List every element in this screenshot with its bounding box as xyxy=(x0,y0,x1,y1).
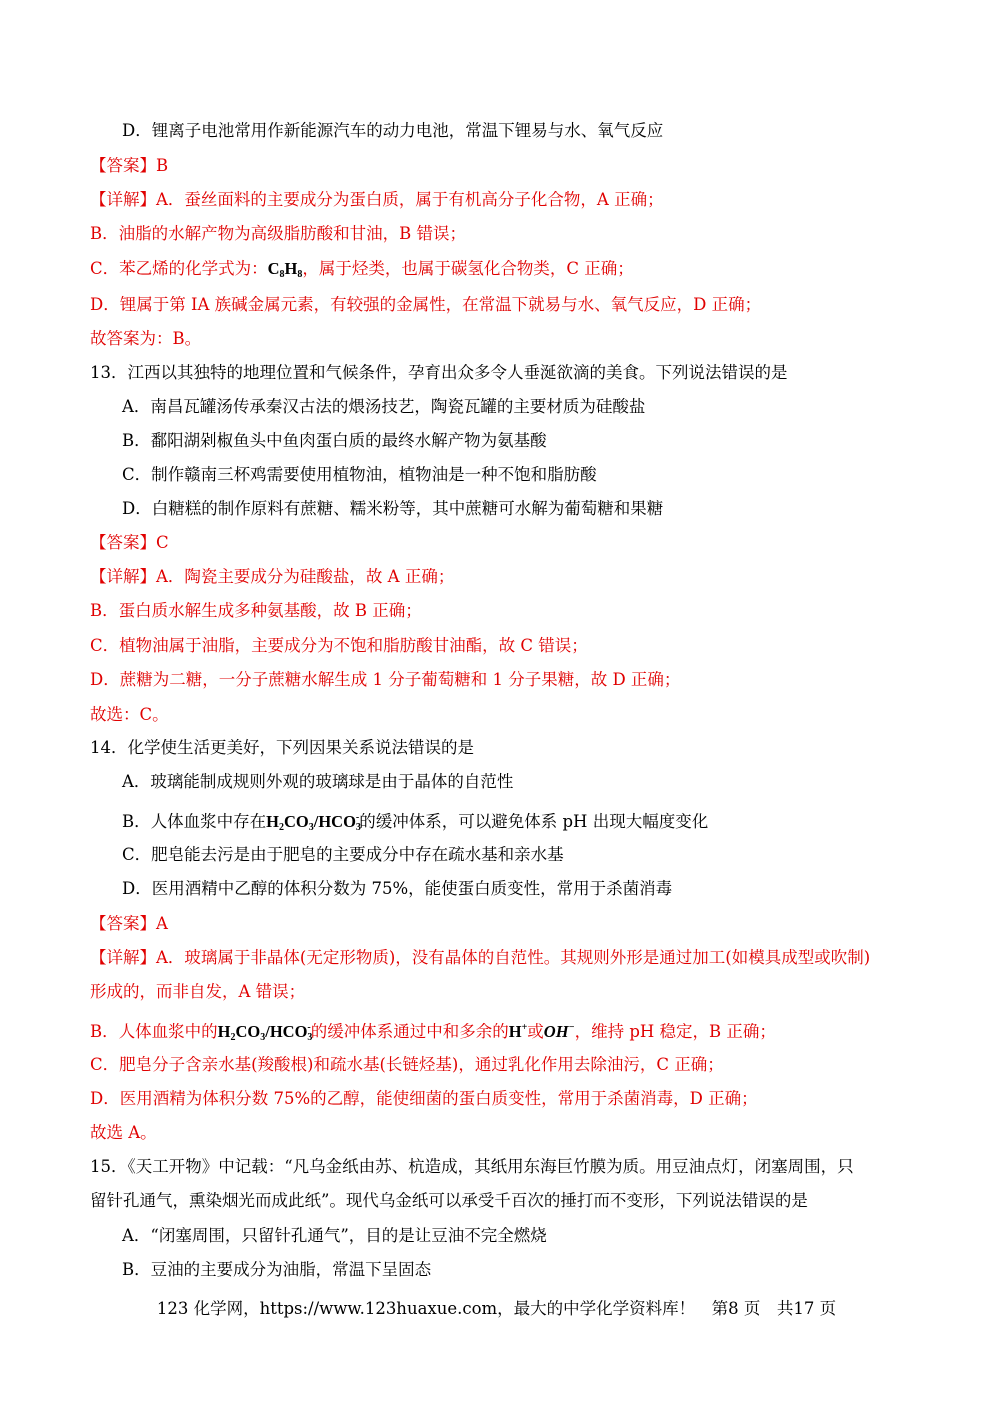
q14-conclusion: 故选 A。 xyxy=(90,1123,157,1142)
q15-option-a: A．“闭塞周围，只留针孔通气”，目的是让豆油不完全燃烧 xyxy=(122,1226,547,1245)
hydroxide-ion-formula: OH− xyxy=(543,1022,575,1041)
q12-detail-a: 【详解】A．蚕丝面料的主要成分为蛋白质，属于有机高分子化合物，A 正确； xyxy=(90,190,664,209)
q12-option-d: D．锂离子电池常用作新能源汽车的动力电池，常温下锂易与水、氧气反应 xyxy=(122,121,664,140)
page-footer: 123 化学网，https://www.123huaxue.com，最大的中学化学资料库！ 第8 页 共17 页 xyxy=(156,1299,837,1318)
q14-detail-a-line2: 形成的，而非自发，A 错误； xyxy=(90,982,306,1001)
q14-detail-d: D．医用酒精为体积分数 75%的乙醇，能使细菌的蛋白质变性，常用于杀菌消毒，D 正确； xyxy=(90,1089,758,1108)
q12-detail-c xyxy=(90,258,634,286)
q14-detail-a-line1: 【详解】A．玻璃属于非晶体(无定形物质)，没有晶体的自范性。其规则外形是通过加工(如模具成型或吹制) xyxy=(90,948,871,967)
q13-option-d: D．白糖糕的制作原料有蔗糖、糯米粉等，其中蔗糖可水解为葡萄糖和果糖 xyxy=(122,499,664,518)
q14-answer: 【答案】A xyxy=(90,914,168,933)
q14-option-b-pre: B．人体血浆中存在 xyxy=(122,812,267,831)
q13-option-b: B．鄱阳湖剁椒鱼头中鱼肉蛋白质的最终水解产物为氨基酸 xyxy=(122,431,547,450)
q14-option-a: A．玻璃能制成规则外观的玻璃球是由于晶体的自范性 xyxy=(122,772,514,791)
q12-conclusion: 故答案为：B。 xyxy=(90,329,202,348)
q14-detail-b-post: ，维持 pH 稳定，B 正确； xyxy=(574,1022,776,1041)
q14-detail-c: C．肥皂分子含亲水基(羧酸根)和疏水基(长链烃基)，通过乳化作用去除油污，C 正确； xyxy=(90,1055,724,1074)
q14-option-d: D．医用酒精中乙醇的体积分数为 75%，能使蛋白质变性，常用于杀菌消毒 xyxy=(122,879,673,898)
q14-option-c: C．肥皂能去污是由于肥皂的主要成分中存在疏水基和亲水基 xyxy=(122,845,564,864)
q14-option-b xyxy=(122,807,708,839)
q13-option-c: C．制作赣南三杯鸡需要使用植物油，植物油是一种不饱和脂肪酸 xyxy=(122,465,597,484)
q13-detail-b: B．蛋白质水解生成多种氨基酸，故 B 正确； xyxy=(90,601,422,620)
hydrogen-ion-formula: H+ xyxy=(508,1022,528,1041)
q14-detail-b xyxy=(90,1017,776,1049)
q13-answer: 【答案】C xyxy=(90,533,169,552)
styrene-formula: $C_8H_8$ xyxy=(267,259,303,280)
q13-detail-d: D．蔗糖为二糖，一分子蔗糖水解生成 1 分子葡萄糖和 1 分子果糖，故 D 正确； xyxy=(90,670,681,689)
q13-detail-a: 【详解】A．陶瓷主要成分为硅酸盐，故 A 正确； xyxy=(90,567,455,586)
q13-stem: 13．江西以其独特的地理位置和气候条件，孕育出众多令人垂涎欲滴的美食。下列说法错误的是 xyxy=(90,363,788,382)
q14-detail-b-pre: B．人体血浆中的 xyxy=(90,1022,218,1041)
q15-option-b: B．豆油的主要成分为油脂，常温下呈固态 xyxy=(122,1260,432,1279)
q15-stem-line2: 留针孔通气，熏染烟光而成此纸”。现代乌金纸可以承受千百次的捶打而不变形，下列说法错误的是 xyxy=(90,1191,808,1210)
q12-detail-d: D．锂属于第 IA 族碱金属元素，有较强的金属性，在常温下就易与水、氧气反应，D 正确； xyxy=(90,295,762,314)
q12-detail-c-post: ，属于烃类，也属于碳氢化合物类，C 正确； xyxy=(302,259,634,278)
q15-stem-line1: 15．《天工开物》中记载：“凡乌金纸由苏、杭造成，其纸用东海巨竹膜为质。用豆油点灯，闭塞周围，只 xyxy=(90,1157,854,1176)
q14-detail-b-mid1: 的缓冲体系通过中和多余的 xyxy=(310,1022,509,1041)
q14-detail-b-mid2: 或 xyxy=(527,1022,544,1041)
buffer-formula: $H_2CO_3/HCO_3^-$ xyxy=(266,812,361,833)
q13-conclusion: 故选：C。 xyxy=(90,705,169,724)
q13-option-a: A．南昌瓦罐汤传承秦汉古法的煨汤技艺，陶瓷瓦罐的主要材质为硅酸盐 xyxy=(122,397,646,416)
buffer-formula-detail: $H_2CO_3/HCO_3^-$ xyxy=(217,1022,313,1043)
q12-detail-c-pre: C．苯乙烯的化学式为： xyxy=(90,259,268,278)
q12-answer: 【答案】B xyxy=(90,156,169,175)
q12-detail-b: B．油脂的水解产物为高级脂肪酸和甘油，B 错误； xyxy=(90,224,466,243)
q13-detail-c: C．植物油属于油脂，主要成分为不饱和脂肪酸甘油酯，故 C 错误； xyxy=(90,636,588,655)
q14-option-b-post: 的缓冲体系，可以避免体系 pH 出现大幅度变化 xyxy=(359,812,709,831)
q14-stem: 14．化学使生活更美好，下列因果关系说法错误的是 xyxy=(90,738,474,757)
